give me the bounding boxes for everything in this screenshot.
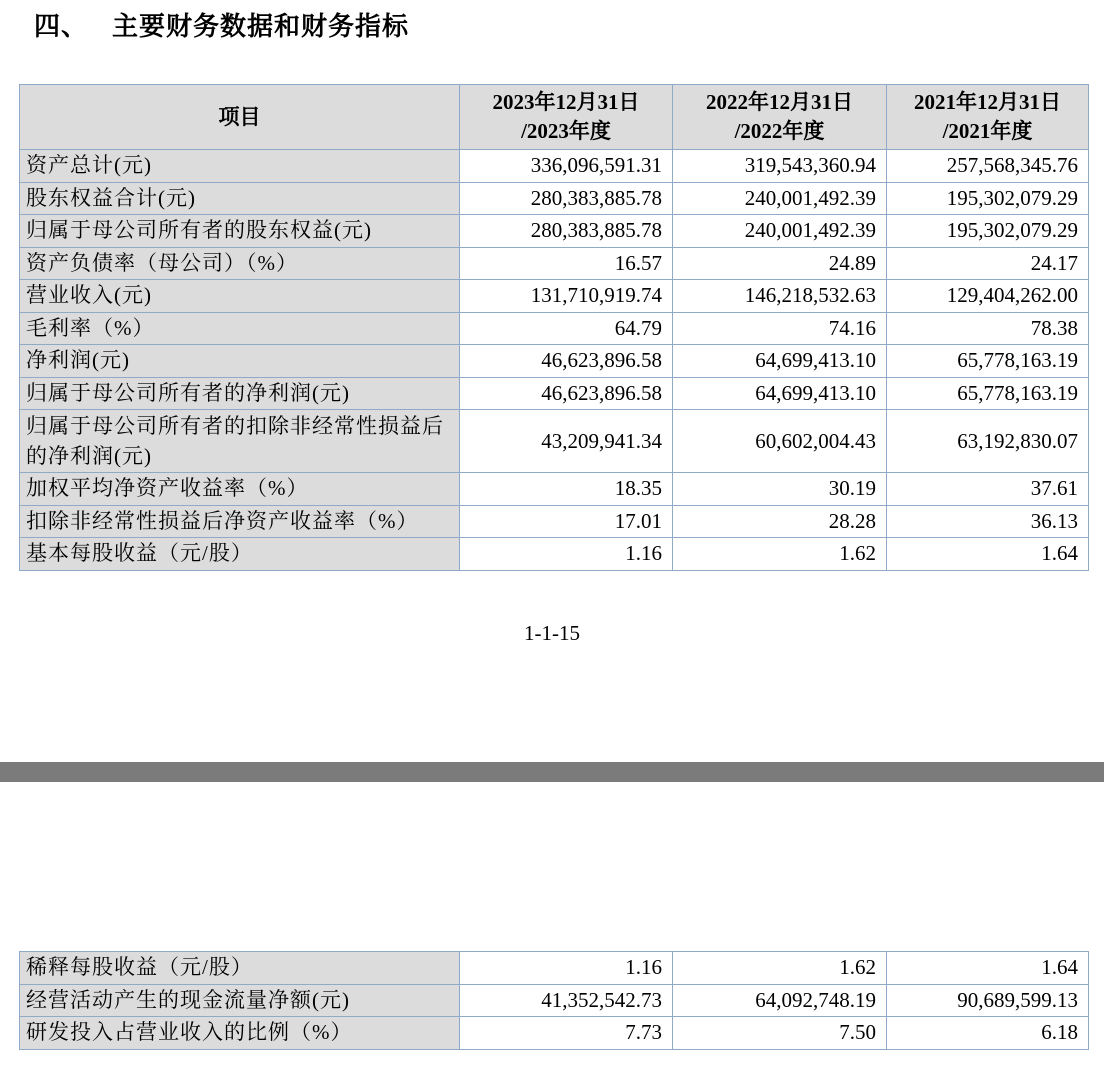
value-2023: 336,096,591.31 [460, 150, 673, 183]
value-2022: 146,218,532.63 [673, 280, 887, 313]
header-2021 [887, 85, 1089, 150]
table-row [20, 247, 1089, 280]
value-2023: 64.79 [460, 312, 673, 345]
row-label: 基本每股收益（元/股） [20, 538, 460, 571]
table-row [20, 215, 1089, 248]
header-2021-year: /2021年度 [942, 119, 1033, 143]
header-2021-date: 2021年12月31日 [914, 90, 1061, 114]
value-2021: 257,568,345.76 [887, 150, 1089, 183]
value-2022: 240,001,492.39 [673, 215, 887, 248]
header-2023-date: 2023年12月31日 [492, 90, 640, 114]
table-row [20, 952, 1089, 985]
value-2023: 46,623,896.58 [460, 345, 673, 378]
table-row [20, 150, 1089, 183]
section-title-text: 主要财务数据和财务指标 [112, 12, 410, 42]
table-row [20, 410, 1089, 473]
value-2022: 1.62 [673, 538, 887, 571]
value-2023: 131,710,919.74 [460, 280, 673, 313]
row-label: 加权平均净资产收益率（%） [20, 473, 460, 506]
page-separator [0, 762, 1104, 782]
value-2022: 60,602,004.43 [673, 410, 887, 473]
value-2022: 64,699,413.10 [673, 345, 887, 378]
row-label: 净利润(元) [20, 345, 460, 378]
value-2021: 1.64 [887, 952, 1089, 985]
value-2021: 90,689,599.13 [887, 984, 1089, 1017]
value-2023: 43,209,941.34 [460, 410, 673, 473]
value-2023: 280,383,885.78 [460, 215, 673, 248]
row-label: 经营活动产生的现金流量净额(元) [20, 984, 460, 1017]
header-item: 项目 [20, 85, 460, 150]
section-number: 四、 [34, 12, 89, 42]
value-2021: 63,192,830.07 [887, 410, 1089, 473]
row-label: 股东权益合计(元) [20, 182, 460, 215]
value-2023: 41,352,542.73 [460, 984, 673, 1017]
value-2023: 7.73 [460, 1017, 673, 1050]
row-label: 毛利率（%） [20, 312, 460, 345]
table-row [20, 345, 1089, 378]
row-label: 归属于母公司所有者的扣除非经常性损益后的净利润(元) [20, 410, 460, 473]
header-2023 [460, 85, 673, 150]
header-row [20, 85, 1089, 150]
header-2022-year: /2022年度 [734, 119, 825, 143]
value-2023: 46,623,896.58 [460, 377, 673, 410]
value-2023: 1.16 [460, 952, 673, 985]
value-2022: 240,001,492.39 [673, 182, 887, 215]
value-2022: 28.28 [673, 505, 887, 538]
row-label: 资产负债率（母公司）（%） [20, 247, 460, 280]
page-number: 1-1-15 [524, 621, 580, 645]
row-label: 归属于母公司所有者的净利润(元) [20, 377, 460, 410]
value-2022: 1.62 [673, 952, 887, 985]
value-2021: 6.18 [887, 1017, 1089, 1050]
value-2022: 64,092,748.19 [673, 984, 887, 1017]
value-2021: 129,404,262.00 [887, 280, 1089, 313]
row-label: 营业收入(元) [20, 280, 460, 313]
value-2021: 1.64 [887, 538, 1089, 571]
table-row [20, 984, 1089, 1017]
value-2022: 74.16 [673, 312, 887, 345]
value-2021: 36.13 [887, 505, 1089, 538]
table-row [20, 473, 1089, 506]
value-2021: 78.38 [887, 312, 1089, 345]
header-2022 [673, 85, 887, 150]
value-2023: 18.35 [460, 473, 673, 506]
table-row [20, 280, 1089, 313]
section-title [34, 6, 409, 43]
header-2023-year: /2023年度 [521, 119, 611, 143]
row-label: 研发投入占营业收入的比例（%） [20, 1017, 460, 1050]
row-label: 资产总计(元) [20, 150, 460, 183]
value-2021: 195,302,079.29 [887, 182, 1089, 215]
table-row [20, 1017, 1089, 1050]
header-2022-date: 2022年12月31日 [706, 90, 853, 114]
value-2022: 64,699,413.10 [673, 377, 887, 410]
row-label: 稀释每股收益（元/股） [20, 952, 460, 985]
value-2022: 30.19 [673, 473, 887, 506]
financial-table-continued [19, 951, 1089, 1050]
table-row [20, 182, 1089, 215]
value-2022: 24.89 [673, 247, 887, 280]
table-row [20, 505, 1089, 538]
value-2023: 1.16 [460, 538, 673, 571]
table-row [20, 377, 1089, 410]
value-2021: 65,778,163.19 [887, 377, 1089, 410]
value-2021: 24.17 [887, 247, 1089, 280]
row-label: 归属于母公司所有者的股东权益(元) [20, 215, 460, 248]
value-2023: 16.57 [460, 247, 673, 280]
table-row [20, 312, 1089, 345]
row-label: 扣除非经常性损益后净资产收益率（%） [20, 505, 460, 538]
table-row [20, 538, 1089, 571]
value-2023: 280,383,885.78 [460, 182, 673, 215]
value-2022: 7.50 [673, 1017, 887, 1050]
value-2021: 65,778,163.19 [887, 345, 1089, 378]
value-2023: 17.01 [460, 505, 673, 538]
financial-table [19, 84, 1089, 571]
value-2021: 37.61 [887, 473, 1089, 506]
value-2021: 195,302,079.29 [887, 215, 1089, 248]
value-2022: 319,543,360.94 [673, 150, 887, 183]
